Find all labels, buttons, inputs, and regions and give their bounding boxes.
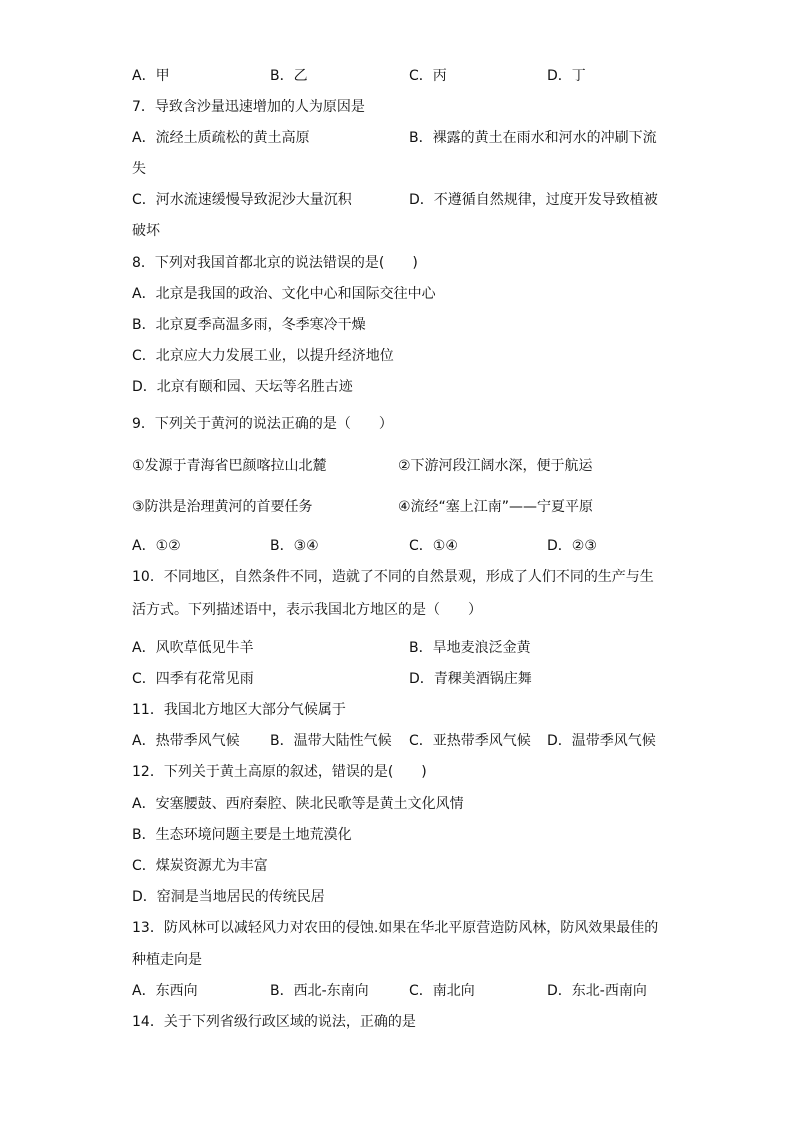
q8-stem: 8．下列对我国首都北京的说法错误的是( ) (132, 255, 418, 271)
q9-statement-3: ③防洪是治理黄河的首要任务 (132, 499, 313, 515)
q7-option-b-line2: 失 (132, 161, 146, 177)
q9-option-d: D．②③ (547, 538, 597, 554)
q7-stem: 7．导致含沙量迅速增加的人为原因是 (132, 99, 365, 115)
q7-option-d-line1: D．不遵循自然规律，过度开发导致植被 (409, 192, 658, 208)
q6-option-a: A．甲 (132, 68, 170, 84)
q14-stem: 14．关于下列省级行政区域的说法，正确的是 (132, 1014, 416, 1030)
q6-option-d: D．丁 (547, 68, 586, 84)
q8-option-c: C．北京应大力发展工业，以提升经济地位 (132, 348, 394, 364)
q12-option-b: B．生态环境问题主要是土地荒漠化 (132, 827, 352, 843)
q8-option-b: B．北京夏季高温多雨，冬季寒冷干燥 (132, 317, 366, 333)
q13-option-b: B．西北-东南向 (270, 983, 369, 999)
q11-option-a: A．热带季风气候 (132, 733, 240, 749)
q10-option-a: A．风吹草低见牛羊 (132, 640, 254, 656)
q7-option-a: A．流经土质疏松的黄土高原 (132, 130, 310, 146)
q12-option-a: A．安塞腰鼓、西府秦腔、陕北民歌等是黄土文化风情 (132, 796, 464, 812)
q7-option-c: C．河水流速缓慢导致泥沙大量沉积 (132, 192, 352, 208)
q9-statement-2: ②下游河段江阔水深，便于航运 (398, 458, 593, 474)
q8-option-a: A．北京是我国的政治、文化中心和国际交往中心 (132, 286, 436, 302)
q11-option-b: B．温带大陆性气候 (270, 733, 392, 749)
q11-stem: 11．我国北方地区大部分气候属于 (132, 702, 346, 718)
q13-stem-line1: 13．防风林可以减轻风力对农田的侵蚀.如果在华北平原营造防风林，防风效果最佳的 (132, 920, 659, 936)
q12-option-c: C．煤炭资源尤为丰富 (132, 858, 268, 874)
q13-option-a: A．东西向 (132, 983, 198, 999)
q10-option-d: D．青稞美酒锅庄舞 (409, 671, 532, 687)
q9-stem: 9．下列关于黄河的说法正确的是（ ） (132, 416, 393, 432)
q10-option-c: C．四季有花常见雨 (132, 671, 254, 687)
q12-option-d: D．窑洞是当地居民的传统民居 (132, 889, 325, 905)
q13-stem-line2: 种植走向是 (132, 952, 202, 968)
q12-stem: 12．下列关于黄土高原的叙述，错误的是( ) (132, 764, 427, 780)
q6-option-c: C．丙 (409, 68, 447, 84)
q9-statement-1: ①发源于青海省巴颜喀拉山北麓 (132, 458, 327, 474)
q11-option-c: C．亚热带季风气候 (409, 733, 531, 749)
q7-option-b-line1: B．裸露的黄土在雨水和河水的冲刷下流 (409, 130, 657, 146)
q7-option-d-line2: 破坏 (132, 223, 160, 239)
q10-stem-line1: 10．不同地区，自然条件不同，造就了不同的自然景观，形成了人们不同的生产与生 (132, 569, 654, 585)
q9-statement-4: ④流经“塞上江南”——宁夏平原 (398, 499, 594, 515)
q9-option-a: A．①② (132, 538, 181, 554)
q6-option-b: B．乙 (270, 68, 308, 84)
q9-option-c: C．①④ (409, 538, 458, 554)
q11-option-d: D．温带季风气候 (547, 733, 656, 749)
q10-stem-line2: 活方式。下列描述语中，表示我国北方地区的是（ ） (132, 602, 482, 618)
q8-option-d: D．北京有颐和园、天坛等名胜古迹 (132, 379, 353, 395)
q13-option-d: D．东北-西南向 (547, 983, 647, 999)
q13-option-c: C．南北向 (409, 983, 475, 999)
q10-option-b: B．旱地麦浪泛金黄 (409, 640, 531, 656)
q9-option-b: B．③④ (270, 538, 319, 554)
